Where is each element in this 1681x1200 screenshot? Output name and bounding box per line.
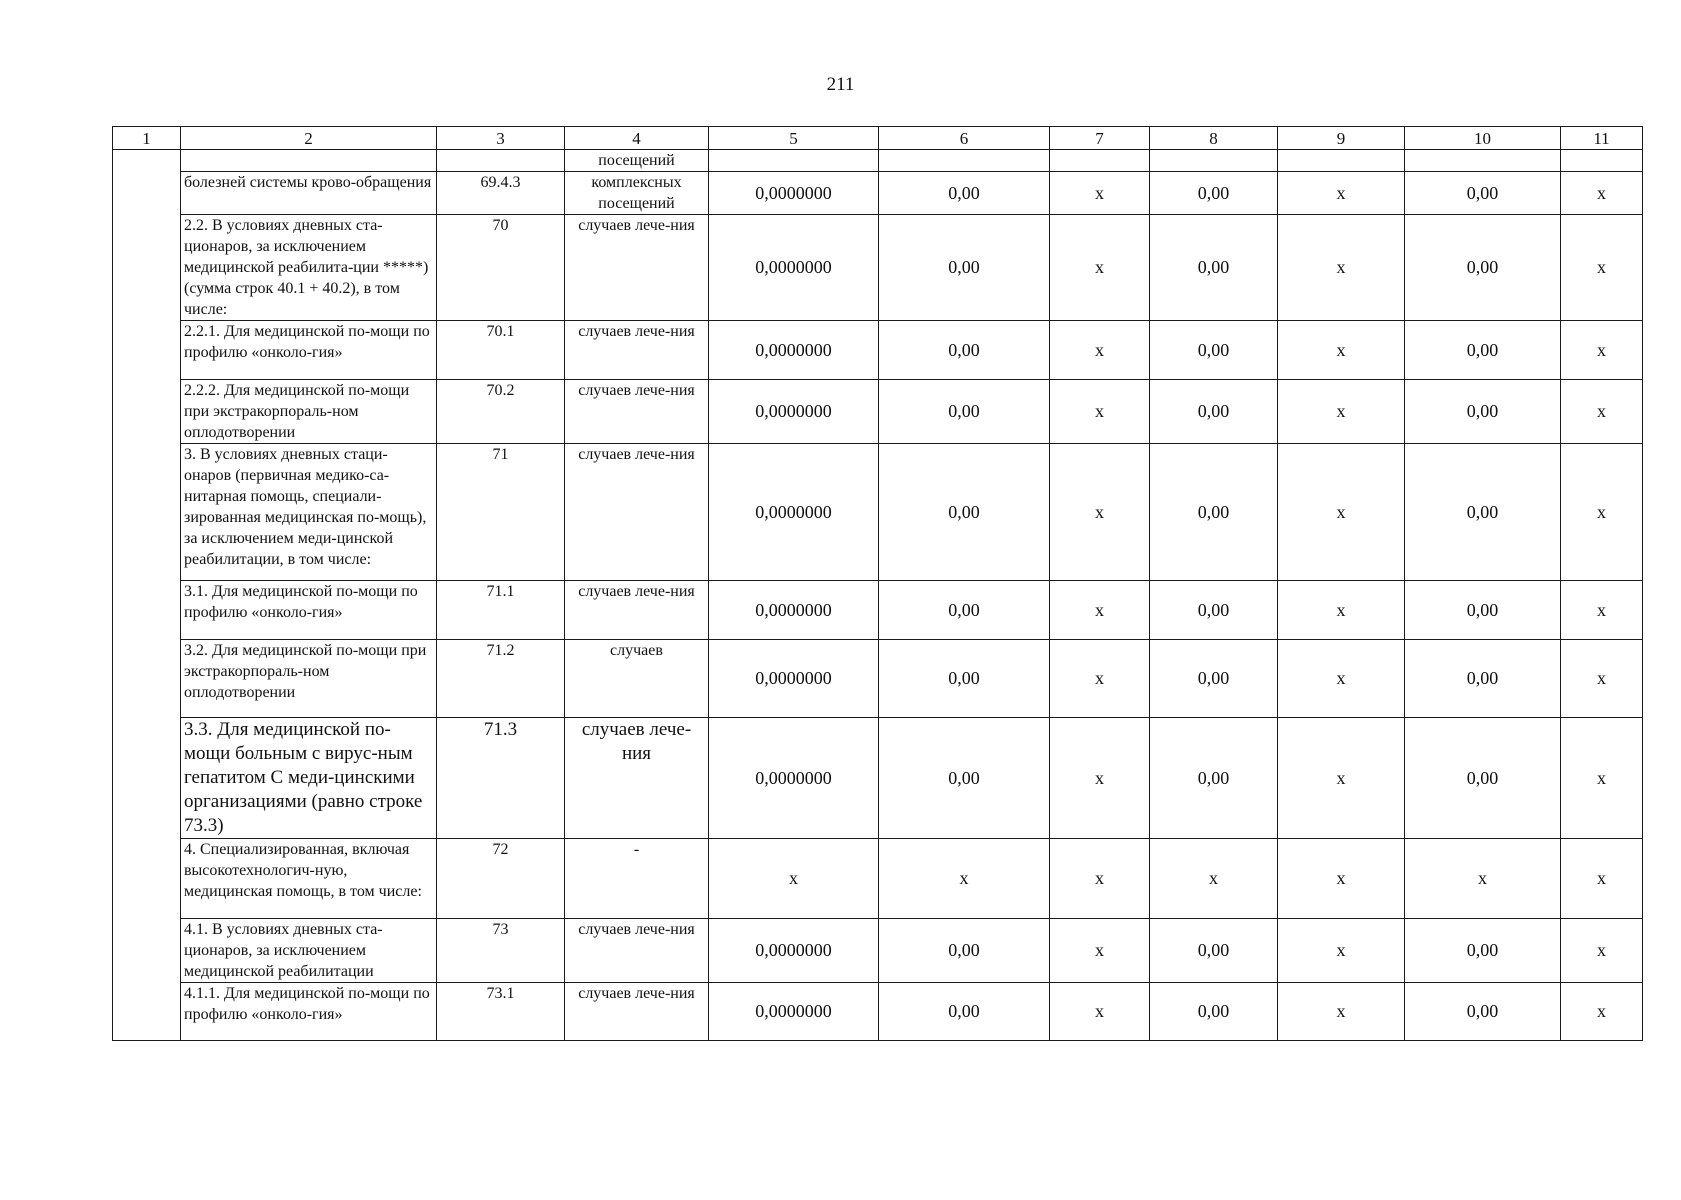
row-name: 3.3. Для медицинской по-мощи больным с вирус-ным гепатитом С меди-цинскими организациями (равно строке 73.3) [181, 718, 437, 839]
row-value: 0,00 [1150, 983, 1278, 1041]
row-name [181, 150, 437, 172]
row-code: 70.1 [437, 321, 565, 380]
row-value: 0,00 [1405, 172, 1561, 215]
row-value: 0,00 [1150, 718, 1278, 839]
row-value: х [1050, 444, 1150, 581]
row-value: 0,00 [1405, 919, 1561, 983]
column-number: 9 [1278, 127, 1405, 150]
row-unit: случаев лече-ния [565, 718, 709, 839]
row-value: 0,00 [1150, 215, 1278, 321]
column-number: 6 [879, 127, 1050, 150]
row-value: 0,0000000 [709, 640, 879, 718]
column-number: 2 [181, 127, 437, 150]
row-name: 4. Специализированная, включая высокотехнологич-ную, медицинская помощь, в том числе: [181, 839, 437, 919]
row-value: х [1278, 839, 1405, 919]
row-value: 0,0000000 [709, 172, 879, 215]
row-value: х [1050, 172, 1150, 215]
row-value: 0,00 [1150, 380, 1278, 444]
row-value: х [709, 839, 879, 919]
row-value: 0,00 [1405, 640, 1561, 718]
row-value: х [1278, 581, 1405, 640]
data-table-wrapper [112, 126, 1643, 1041]
row-value: х [1561, 919, 1643, 983]
row-code: 69.4.3 [437, 172, 565, 215]
table-row [113, 215, 1643, 321]
table-row [113, 919, 1643, 983]
row-value: х [1561, 172, 1643, 215]
row-value: х [1278, 321, 1405, 380]
column-number: 4 [565, 127, 709, 150]
row-code [437, 150, 565, 172]
row-unit: случаев лече-ния [565, 215, 709, 321]
row-value: х [1405, 839, 1561, 919]
column-number: 10 [1405, 127, 1561, 150]
row-value: 0,00 [1405, 321, 1561, 380]
row-value: х [1278, 983, 1405, 1041]
row-group-cell [113, 150, 181, 1041]
column-number: 11 [1561, 127, 1643, 150]
column-number: 3 [437, 127, 565, 150]
row-value: 0,00 [879, 321, 1050, 380]
column-number-header [113, 127, 1643, 150]
row-value: 0,00 [879, 444, 1050, 581]
row-value: х [1278, 919, 1405, 983]
table-row [113, 321, 1643, 380]
table-row [113, 640, 1643, 718]
table-row [113, 150, 1643, 172]
row-value: х [1278, 718, 1405, 839]
row-value: 0,00 [1405, 718, 1561, 839]
row-unit: комплексных посещений [565, 172, 709, 215]
row-value [1150, 150, 1278, 172]
row-code: 73.1 [437, 983, 565, 1041]
row-value [1050, 150, 1150, 172]
row-value: х [1050, 718, 1150, 839]
row-value: 0,00 [1150, 919, 1278, 983]
row-value: 0,00 [879, 640, 1050, 718]
row-name: 4.1.1. Для медицинской по-мощи по профилю «онколо-гия» [181, 983, 437, 1041]
row-value: х [1561, 983, 1643, 1041]
row-code: 71 [437, 444, 565, 581]
row-value: х [1561, 380, 1643, 444]
row-value: 0,00 [879, 983, 1050, 1041]
row-code: 71.1 [437, 581, 565, 640]
row-value: 0,00 [879, 172, 1050, 215]
row-value: х [1050, 839, 1150, 919]
row-value: х [1050, 983, 1150, 1041]
row-name: 2.2.2. Для медицинской по-мощи при экстракорпораль-ном оплодотворении [181, 380, 437, 444]
row-unit: - [565, 839, 709, 919]
table-row [113, 444, 1643, 581]
table-row [113, 983, 1643, 1041]
row-value: 0,00 [879, 718, 1050, 839]
row-value: х [1278, 215, 1405, 321]
row-name: 3. В условиях дневных стаци-онаров (первичная медико-са-нитарная помощь, специали-зированная медицинская по-мощь), за исключением меди-цинской реабилитации, в том числе: [181, 444, 437, 581]
row-value: 0,00 [1405, 581, 1561, 640]
column-number: 7 [1050, 127, 1150, 150]
row-value: 0,00 [879, 380, 1050, 444]
row-value [1278, 150, 1405, 172]
row-unit: случаев лече-ния [565, 581, 709, 640]
page-number: 211 [826, 74, 855, 95]
row-value: 0,0000000 [709, 718, 879, 839]
row-value: х [1278, 444, 1405, 581]
table-row [113, 839, 1643, 919]
row-value: 0,0000000 [709, 444, 879, 581]
row-value: 0,00 [879, 215, 1050, 321]
table-row [113, 172, 1643, 215]
row-value: 0,00 [1150, 444, 1278, 581]
row-name: 3.2. Для медицинской по-мощи при экстракорпораль-ном оплодотворении [181, 640, 437, 718]
row-value: х [1050, 581, 1150, 640]
column-number: 1 [113, 127, 181, 150]
row-value [1561, 150, 1643, 172]
row-value: х [1561, 839, 1643, 919]
row-value: х [1561, 718, 1643, 839]
row-value: 0,00 [879, 581, 1050, 640]
row-unit: случаев [565, 640, 709, 718]
row-value: 0,0000000 [709, 581, 879, 640]
table-row [113, 718, 1643, 839]
row-code: 71.3 [437, 718, 565, 839]
row-name: 2.2.1. Для медицинской по-мощи по профилю «онколо-гия» [181, 321, 437, 380]
row-code: 71.2 [437, 640, 565, 718]
row-value: х [1050, 919, 1150, 983]
row-value: х [879, 839, 1050, 919]
table-row [113, 380, 1643, 444]
row-value: х [1050, 380, 1150, 444]
row-value: х [1050, 640, 1150, 718]
row-unit: случаев лече-ния [565, 444, 709, 581]
row-value: 0,00 [1405, 215, 1561, 321]
row-value: 0,00 [1150, 640, 1278, 718]
row-value: х [1561, 321, 1643, 380]
row-unit: случаев лече-ния [565, 983, 709, 1041]
row-value: 0,0000000 [709, 380, 879, 444]
row-value: 0,0000000 [709, 983, 879, 1041]
row-value: х [1278, 640, 1405, 718]
row-unit: посещений [565, 150, 709, 172]
row-value: 0,00 [1405, 380, 1561, 444]
row-value: 0,00 [1405, 444, 1561, 581]
row-name: 3.1. Для медицинской по-мощи по профилю «онколо-гия» [181, 581, 437, 640]
row-value: 0,0000000 [709, 321, 879, 380]
row-value: 0,00 [879, 919, 1050, 983]
column-number: 5 [709, 127, 879, 150]
row-value: 0,00 [1150, 172, 1278, 215]
row-value: х [1561, 640, 1643, 718]
table-row [113, 581, 1643, 640]
row-code: 70 [437, 215, 565, 321]
row-code: 72 [437, 839, 565, 919]
data-table [112, 126, 1643, 1041]
row-name: 4.1. В условиях дневных ста-ционаров, за исключением медицинской реабилитации [181, 919, 437, 983]
row-unit: случаев лече-ния [565, 321, 709, 380]
row-name: 2.2. В условиях дневных ста-ционаров, за исключением медицинской реабилита-ции *****) (сумма строк 40.1 + 40.2), в том числе: [181, 215, 437, 321]
row-value: х [1050, 321, 1150, 380]
row-value [1405, 150, 1561, 172]
row-code: 70.2 [437, 380, 565, 444]
row-value: х [1050, 215, 1150, 321]
row-value: х [1278, 380, 1405, 444]
row-value: 0,00 [1150, 581, 1278, 640]
column-number: 8 [1150, 127, 1278, 150]
row-code: 73 [437, 919, 565, 983]
row-value: 0,00 [1405, 983, 1561, 1041]
row-unit: случаев лече-ния [565, 919, 709, 983]
row-unit: случаев лече-ния [565, 380, 709, 444]
row-value: 0,0000000 [709, 919, 879, 983]
row-value [709, 150, 879, 172]
row-value [879, 150, 1050, 172]
row-value: х [1150, 839, 1278, 919]
row-value: 0,00 [1150, 321, 1278, 380]
row-name: болезней системы крово-обращения [181, 172, 437, 215]
row-value: х [1561, 581, 1643, 640]
row-value: х [1561, 444, 1643, 581]
row-value: х [1561, 215, 1643, 321]
row-value: х [1278, 172, 1405, 215]
row-value: 0,0000000 [709, 215, 879, 321]
